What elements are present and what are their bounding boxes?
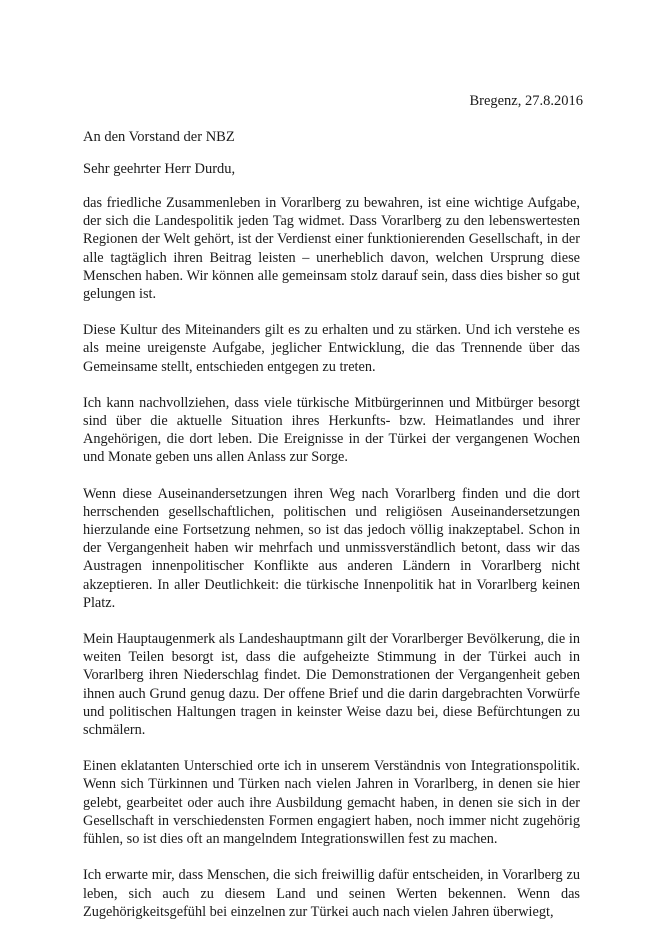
letter-recipient: An den Vorstand der NBZ (83, 129, 235, 145)
letter-body (83, 194, 580, 939)
paragraph: Ich erwarte mir, dass Menschen, die sich freiwillig dafür entscheiden, in Vorarlberg zu leben, sich auch zu diesem Land und seinen Werten bekennen. Wenn das Zugehörigkeitsgefühl bei einzelnen zur Türkei auch nach vielen Jahren überwiegt, (83, 867, 580, 920)
paragraph: Einen eklatanten Unterschied orte ich in unserem Verständnis von Integrationspolitik. Wenn sich Türkinnen und Türken nach vielen Jahren in Vorarlberg, in denen sie hier gelebt, gearbeitet oder auch ihre Ausbildung gemacht haben, in denen sie sich in der Gesellschaft in verschiedensten Formen engagiert haben, noch immer nicht zugehörig fühlen, so ist dies oft an mangelndem Integrationswillen fest zu machen. (83, 758, 580, 848)
paragraph: Diese Kultur des Miteinanders gilt es zu erhalten und zu stärken. Und ich verstehe es als meine ureigenste Aufgabe, jeglicher Entwicklung, die das Trennende über das Gemeinsame stellt, entschieden entgegen zu treten. (83, 322, 580, 375)
letter-date: Bregenz, 27.8.2016 (469, 93, 583, 109)
letter-salutation: Sehr geehrter Herr Durdu, (83, 161, 236, 177)
paragraph: das friedliche Zusammenleben in Vorarlberg zu bewahren, ist eine wichtige Aufgabe, der sich die Landespolitik jeden Tag widmet. Dass Vorarlberg zu den lebenswertesten Regionen der Welt gehört, ist der Verdienst einer funktionierenden Gesellschaft, in der alle tagtäglich ihren Beitrag leisten – unerheblich davon, welchen Ursprung diese Menschen haben. Wir können alle gemeinsam stolz darauf sein, dass dies bisher so gut gelungen ist. (83, 195, 580, 303)
paragraph: Mein Hauptaugenmerk als Landeshauptmann gilt der Vorarlberger Bevölkerung, die in weiten Teilen besorgt ist, dass die aufgeheizte Stimmung in der Türkei auch in Vorarlberg ihren Niederschlag findet. Die Demonstrationen der Vergangenheit geben ihnen auch Grund genug dazu. Der offene Brief und die darin dargebrachten Vorwürfe und politischen Haltungen tragen in keinster Weise dazu bei, diese Befürchtungen zu schmälern. (83, 631, 580, 739)
paragraph: Ich kann nachvollziehen, dass viele türkische Mitbürgerinnen und Mitbürger besorgt sind über die aktuelle Situation ihres Herkunfts- bzw. Heimatlandes und ihrer Angehörigen, die dort leben. Die Ereignisse in der Türkei der vergangenen Wochen und Monate geben uns allen Anlass zur Sorge. (83, 394, 580, 466)
paragraph: Wenn diese Auseinandersetzungen ihren Weg nach Vorarlberg finden und die dort herrschenden gesellschaftlichen, politischen und religiösen Auseinandersetzungen hierzulande eine Fortsetzung nehmen, so ist das jedoch völlig inakzeptabel. Schon in der Vergangenheit haben wir mehrfach und unmissverständlich betont, dass wir das Austragen innenpolitischer Konflikte aus anderen Ländern in Vorarlberg nicht akzeptieren. In aller Deutlichkeit: die türkische Innenpolitik hat in Vorarlberg keinen Platz. (83, 485, 580, 611)
